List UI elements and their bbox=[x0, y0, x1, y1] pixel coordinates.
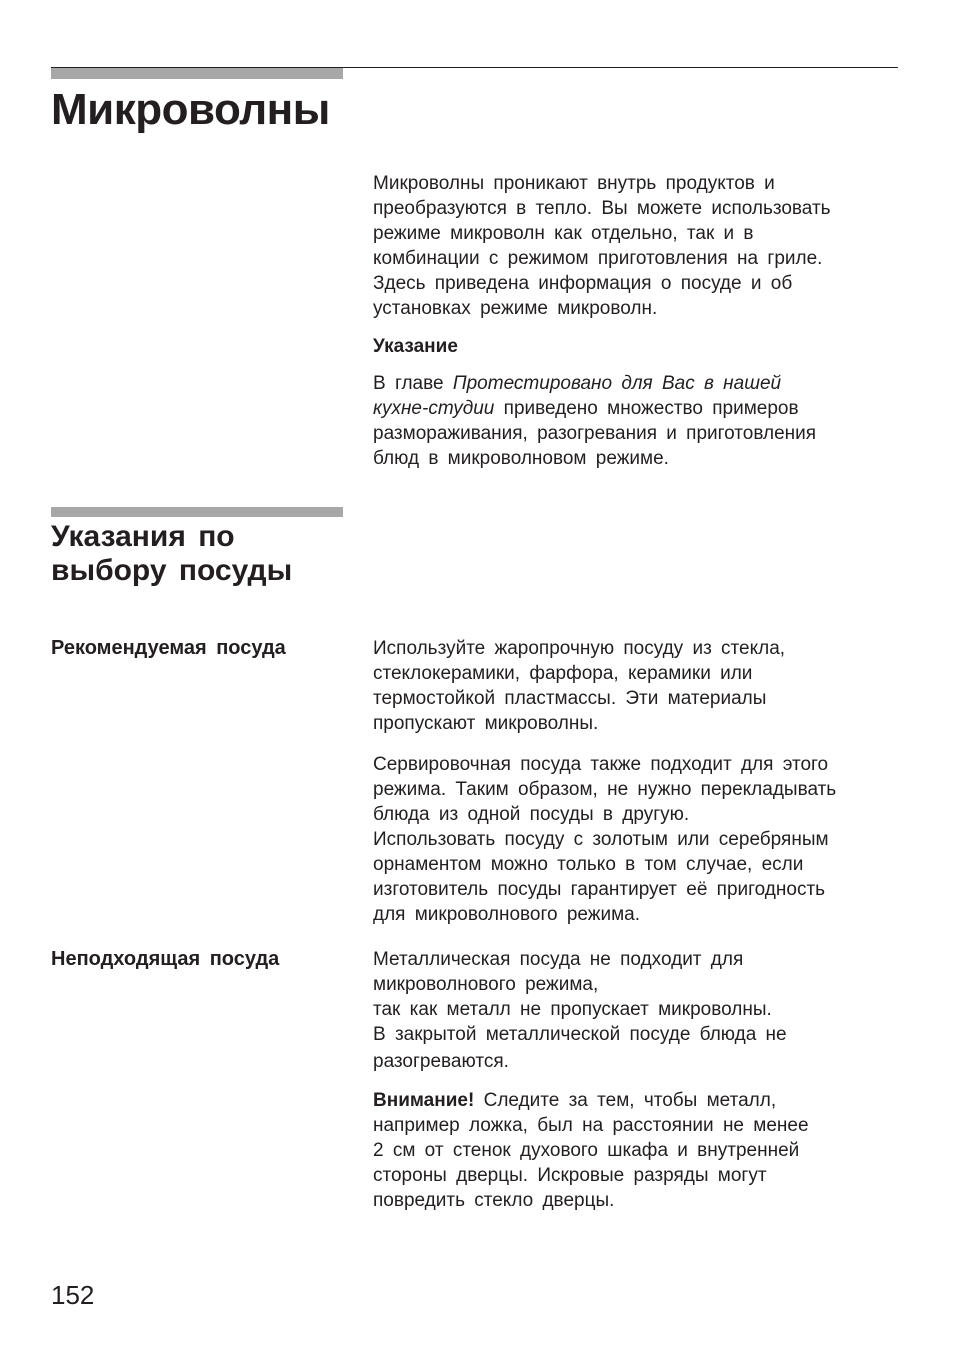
unsuitable-paragraph-1 bbox=[373, 947, 913, 1074]
recommended-line: режима. Таким образом, не нужно перекладывать bbox=[373, 779, 837, 800]
intro-paragraph bbox=[373, 171, 913, 321]
recommended-line: стеклокерамики, фарфора, керамики или bbox=[373, 663, 753, 684]
intro-line: комбинации с режимом приготовления на гриле. bbox=[373, 248, 823, 269]
unsuitable-line: микроволнового режима, bbox=[373, 974, 599, 995]
unsuitable-line: В закрытой металлической посуде блюда не bbox=[373, 1024, 787, 1045]
recommended-line: орнаментом можно только в том случае, если bbox=[373, 854, 804, 875]
recommended-line: Используйте жаропрочную посуду из стекла, bbox=[373, 638, 786, 659]
header-rule-bar bbox=[51, 67, 343, 79]
note-heading: Указание bbox=[373, 336, 458, 357]
note-chapter-reference-cont: кухне-студии bbox=[373, 398, 495, 419]
warning-line: 2 см от стенок духового шкафа и внутренней bbox=[373, 1140, 800, 1161]
warning-line: например ложка, был на расстоянии не менее bbox=[373, 1115, 809, 1136]
warning-line: повредить стекло дверцы. bbox=[373, 1190, 615, 1211]
section-title-line: выбору посуды bbox=[51, 554, 293, 587]
warning-line-rest: Следите за тем, чтобы металл, bbox=[474, 1090, 777, 1111]
section-title-line: Указания по bbox=[51, 520, 235, 553]
recommended-line: изготовитель посуды гарантирует её пригодность bbox=[373, 879, 826, 900]
recommended-paragraph-2 bbox=[373, 752, 913, 927]
unsuitable-line: Металлическая посуда не подходит для bbox=[373, 949, 744, 970]
page-title: Микроволны bbox=[51, 85, 330, 134]
recommended-line: для микроволнового режима. bbox=[373, 904, 640, 925]
note-line: размораживания, разогревания и приготовления bbox=[373, 423, 817, 444]
unsuitable-cookware-label: Неподходящая посуда bbox=[51, 948, 280, 970]
note-paragraph bbox=[373, 371, 913, 471]
warning-line: стороны дверцы. Искровые разряды могут bbox=[373, 1165, 767, 1186]
warning-paragraph bbox=[373, 1088, 913, 1213]
section-title bbox=[51, 520, 292, 588]
note-line: блюд в микроволновом режиме. bbox=[373, 448, 669, 469]
recommended-line: пропускают микроволны. bbox=[373, 713, 599, 734]
intro-line: преобразуются в тепло. Вы можете использовать bbox=[373, 198, 831, 219]
warning-label: Внимание! bbox=[373, 1090, 475, 1111]
recommended-paragraph-1 bbox=[373, 636, 913, 736]
intro-line: режиме микроволн как отдельно, так и в bbox=[373, 223, 754, 244]
recommended-cookware-label: Рекомендуемая посуда bbox=[51, 637, 286, 659]
note-line-rest: приведено множество примеров bbox=[494, 398, 799, 419]
page-number: 152 bbox=[51, 1280, 95, 1310]
note-line bbox=[373, 396, 913, 421]
intro-line: установках режиме микроволн. bbox=[373, 298, 658, 319]
note-line-prefix: В главе bbox=[373, 373, 453, 394]
note-line bbox=[373, 371, 913, 396]
warning-line bbox=[373, 1088, 913, 1113]
header-rule-line bbox=[51, 67, 898, 68]
recommended-line: блюда из одной посуды в другую. bbox=[373, 804, 690, 825]
recommended-line: Использовать посуду с золотым или серебряным bbox=[373, 829, 829, 850]
unsuitable-line: так как металл не пропускает микроволны. bbox=[373, 999, 772, 1020]
note-chapter-reference: Протестировано для Вас в нашей bbox=[452, 373, 782, 394]
section-rule-bar bbox=[51, 507, 343, 517]
recommended-line: Сервировочная посуда также подходит для этого bbox=[373, 754, 829, 775]
intro-line: Микроволны проникают внутрь продуктов и bbox=[373, 173, 775, 194]
unsuitable-line: разогреваются. bbox=[373, 1051, 509, 1072]
recommended-line: термостойкой пластмассы. Эти материалы bbox=[373, 688, 767, 709]
intro-line: Здесь приведена информация о посуде и об bbox=[373, 273, 793, 294]
